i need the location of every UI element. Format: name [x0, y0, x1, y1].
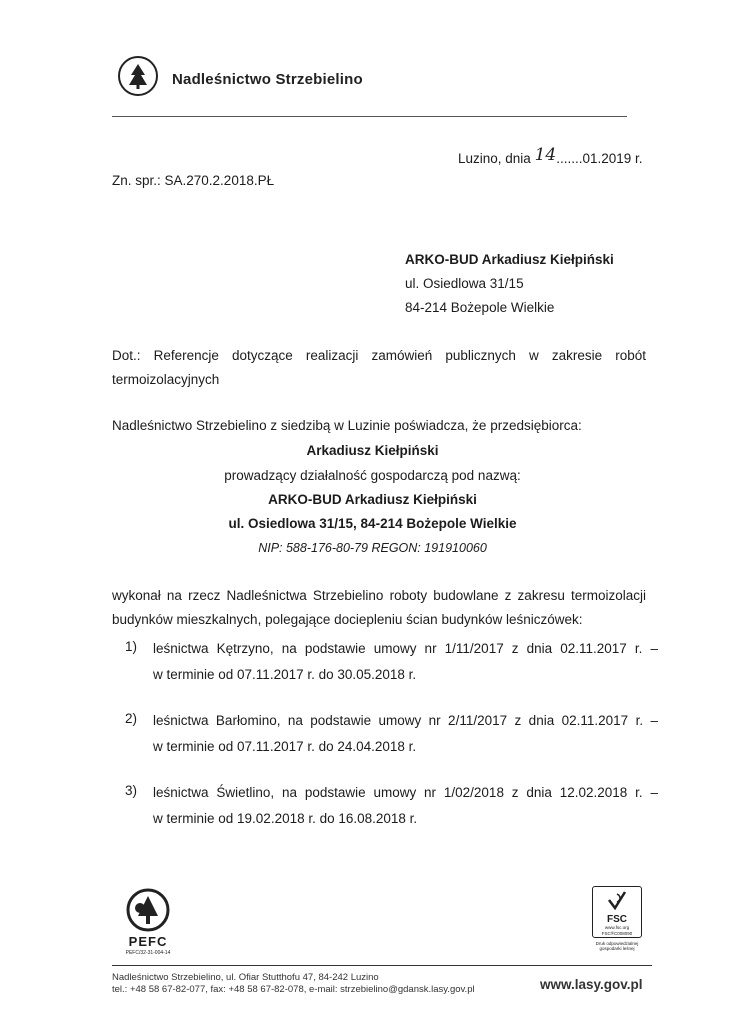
- work-paragraph: [112, 584, 646, 632]
- tree-icon: [123, 61, 153, 91]
- fsc-tree-check-icon: [605, 890, 629, 912]
- website-link[interactable]: www.lasy.gov.pl: [540, 977, 643, 992]
- footer-line-2: tel.: +48 58 67-82-077, fax: +48 58 67-82-078, e-mail: strzebielino@gdansk.lasy.gov.pl: [112, 984, 475, 995]
- intro-text: Nadleśnictwo Strzebielino z siedzibą w Luzinie poświadcza, że przedsiębiorca:: [112, 418, 582, 433]
- list-item-line-1: leśnictwa Barłomino, na podstawie umowy nr 2/11/2017 z dnia 02.11.2017 r. –: [153, 713, 658, 728]
- company-name: ARKO-BUD Arkadiusz Kiełpiński: [268, 492, 477, 507]
- list-item-number: 1): [125, 639, 138, 654]
- pefc-logo: [118, 888, 178, 960]
- footer-address: [112, 972, 475, 996]
- footer-divider: [112, 965, 652, 966]
- list-item-number: 3): [125, 783, 138, 798]
- fsc-logo: [590, 886, 644, 951]
- list-item-number: 2): [125, 711, 138, 726]
- header: [118, 52, 418, 102]
- recipient-name: ARKO-BUD Arkadiusz Kiełpiński: [405, 252, 614, 267]
- pefc-code: PEFC/32-31-004-14: [125, 950, 171, 956]
- fsc-text: FSC: [607, 914, 627, 925]
- company-ids: NIP: 588-176-80-79 REGON: 191910060: [258, 541, 487, 555]
- subject-line-2: termoizolacyjnych: [112, 372, 220, 387]
- pefc-tree-icon: [126, 888, 170, 932]
- work-paragraph-line-2: budynków mieszkalnych, polegające dociepleniu ścian budynków leśniczówek:: [112, 612, 583, 627]
- list-item: [125, 708, 658, 760]
- lasy-panstwowe-logo: [118, 56, 158, 96]
- list-item-line-1: leśnictwa Kętrzyno, na podstawie umowy nr 1/11/2017 z dnia 02.11.2017 r. –: [153, 641, 658, 656]
- recipient-city: 84-214 Bożepole Wielkie: [405, 300, 555, 315]
- date-line: Luzino, dnia 14.......01.2019 r.: [458, 145, 643, 166]
- list-item-line-1: leśnictwa Świetlino, na podstawie umowy nr 1/02/2018 z dnia 12.02.2018 r. –: [153, 785, 658, 800]
- recipient-block: [405, 248, 614, 320]
- fsc-caption: Druk odpowiedzialnej gospodarki leśnej: [595, 941, 639, 951]
- footer-line-1: Nadleśnictwo Strzebielino, ul. Ofiar Stutthofu 47, 84-242 Luzino: [112, 972, 379, 983]
- recipient-street: ul. Osiedlowa 31/15: [405, 276, 524, 291]
- work-paragraph-line-1: wykonał na rzecz Nadleśnictwa Strzebielino roboty budowlane z zakresu termoizolacji: [112, 588, 646, 603]
- person-name: Arkadiusz Kiełpiński: [306, 443, 439, 458]
- fsc-code: FSC®C008090: [601, 931, 633, 936]
- case-reference: Zn. spr.: SA.270.2.2018.PŁ: [112, 173, 275, 188]
- pefc-text: PEFC: [128, 934, 168, 949]
- activity-text: prowadzący działalność gospodarczą pod nazwą:: [224, 468, 521, 483]
- list-item: [125, 780, 658, 832]
- company-address: ul. Osiedlowa 31/15, 84-214 Bożepole Wielkie: [228, 516, 517, 531]
- date-suffix: 01.2019 r.: [582, 151, 643, 166]
- subject: [112, 344, 646, 392]
- date-day-handwritten: 14: [534, 145, 557, 165]
- list-item: [125, 636, 658, 688]
- list-item-line-2: w terminie od 19.02.2018 r. do 16.08.2018 r.: [153, 811, 418, 826]
- date-prefix: Luzino, dnia: [458, 151, 531, 166]
- fsc-url: www.fsc.org: [604, 925, 630, 930]
- list-item-line-2: w terminie od 07.11.2017 r. do 24.04.2018 r.: [153, 739, 417, 754]
- subject-line-1: Dot.: Referencje dotyczące realizacji zamówień publicznych w zakresie robót: [112, 348, 646, 363]
- header-divider: [112, 116, 627, 117]
- org-name: Nadleśnictwo Strzebielino: [172, 71, 363, 88]
- list-item-line-2: w terminie od 07.11.2017 r. do 30.05.2018 r.: [153, 667, 417, 682]
